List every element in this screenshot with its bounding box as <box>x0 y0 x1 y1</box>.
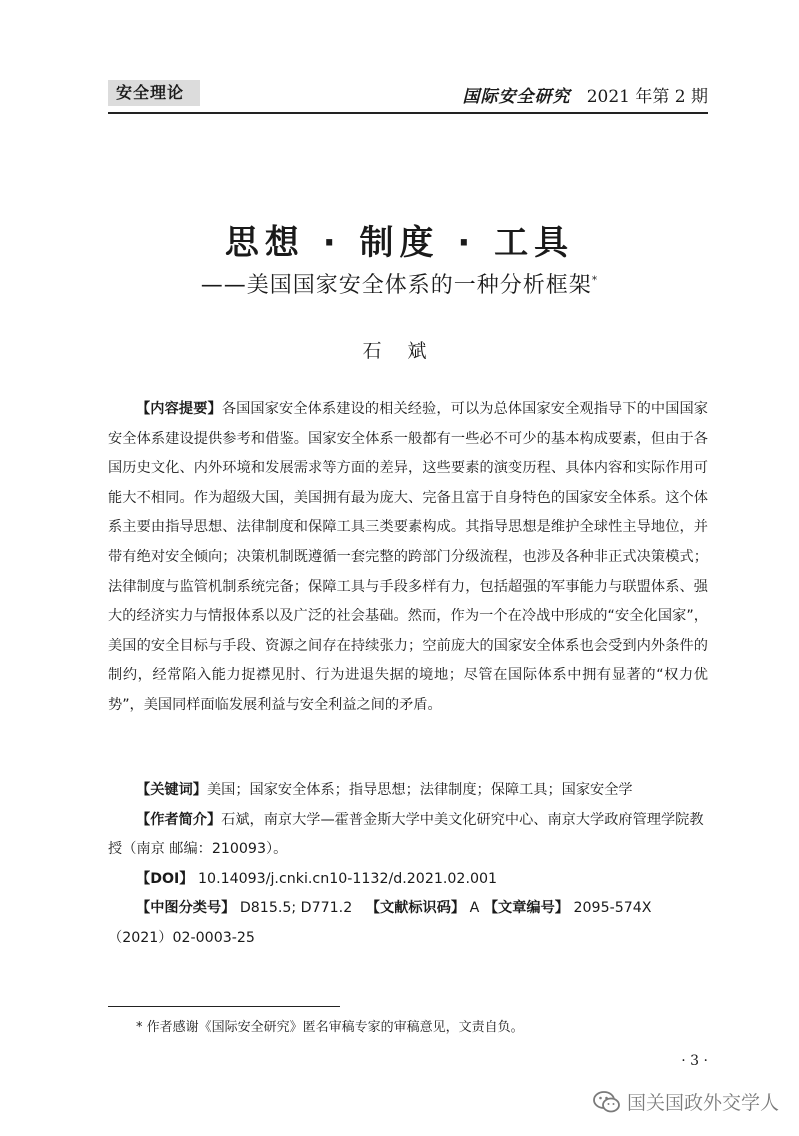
page-number: · 3 · <box>681 1053 708 1069</box>
journal-issue: 2021 年第 2 期 <box>586 87 708 107</box>
classification-line <box>108 894 708 953</box>
header-rule <box>108 112 708 114</box>
article-no-value: 2095-574X（2021）02-0003-25 <box>108 900 652 946</box>
clc-value: D815.5; D771.2 <box>239 900 353 917</box>
section-tag: 安全理论 <box>108 80 200 106</box>
subtitle-text: ——美国国家安全体系的一种分析框架 <box>200 273 592 298</box>
journal-info <box>462 82 708 107</box>
article-author: 石 斌 <box>362 340 437 362</box>
clc-label: 【中图分类号】 <box>136 900 236 917</box>
article-title: 思想 · 制度 · 工具 <box>224 223 575 263</box>
page-header <box>108 80 708 110</box>
keywords-line <box>108 776 708 806</box>
watermark <box>593 1088 779 1115</box>
abstract-text: 各国国家安全体系建设的相关经验，可以为总体国家安全观指导下的中国国家安全体系建设提供参考和借鉴。国家安全体系一般都有一些必不可少的基本构成要素，但由于各国历史文化、内外环境和发展需求等方面的差异，这些要素的演变历程、具体内容和实际作用可能大不相同。作为超级大国，美国拥有最为庞大、完备且富于自身特色的国家安全体系。这个体系主要由指导思想、法律制度和保障工具三类要素构成。其指导思想是维护全球性主导地位，并带有绝对安全倾向；决策机制既遵循一套完整的跨部门分级流程，也涉及各种非正式决策模式；法律制度与监管机制系统完备；保障工具与手段多样有力，包括超强的军事能力与联盟体系、强大的经济实力与情报体系以及广泛的社会基础。然而，作为一个在冷战中形成的“安全化国家”，美国的安全目标与手段、资源之间存在持续张力；空前庞大的国家安全体系也会受到内外条件的制约，经常陷入能力捉襟见肘、行为进退失据的境地；尽管在国际体系中拥有显著的“权力优势”，美国同样面临发展利益与安全利益之间的矛盾。 <box>108 401 708 713</box>
doc-code-label: 【文献标识码】 <box>365 900 466 917</box>
doi-label: 【DOI】 <box>136 870 194 887</box>
keywords-label: 【关键词】 <box>136 782 207 798</box>
abstract-label: 【内容提要】 <box>136 401 222 417</box>
subtitle-footnote-mark: * <box>591 273 599 287</box>
abstract <box>108 395 708 721</box>
author-bio-label: 【作者简介】 <box>136 811 222 828</box>
author-bio-text: 石斌，南京大学—霍普金斯大学中美文化研究中心、南京大学政府管理学院教授（南京 邮编：210093）。 <box>108 811 704 858</box>
doi-text: 10.14093/j.cnki.cn10-1132/d.2021.02.001 <box>198 870 498 887</box>
keywords-text: 美国；国家安全体系；指导思想；法律制度；保障工具；国家安全学 <box>206 782 633 798</box>
journal-name: 国际安全研究 <box>462 87 571 107</box>
article-no-label: 【文章编号】 <box>483 900 569 917</box>
doi-line <box>108 865 708 895</box>
article-subtitle <box>0 268 799 299</box>
footnote: * 作者感谢《国际安全研究》匿名审稿专家的审稿意见，文责自负。 <box>136 1020 524 1035</box>
doc-code-value: A <box>469 900 480 917</box>
watermark-text: 国关国政外交学人 <box>626 1092 779 1114</box>
wechat-icon <box>593 1091 621 1113</box>
author-bio-line <box>108 806 708 865</box>
footnote-rule <box>108 1006 340 1007</box>
article-metadata <box>108 776 708 954</box>
